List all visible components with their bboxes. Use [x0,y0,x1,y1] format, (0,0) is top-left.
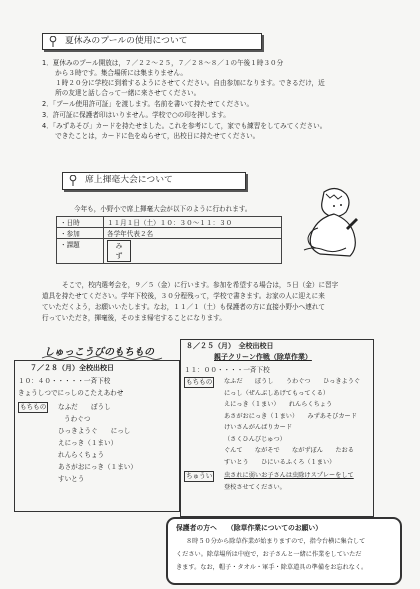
event-table [56,216,282,264]
list-item: けいさんがんばりカード [224,424,293,431]
belongings-tag: もちもの [20,403,47,411]
caution-tag: ちゅうい [186,472,213,480]
list-item: あさがおにっき（１まい） みずあそびカード [224,412,357,420]
list-item: すいとう [58,475,85,483]
pushpin-icon [68,175,78,186]
list-item: から３時です。集合場所には集まりません。 [42,69,187,77]
kadai-box [107,240,131,262]
list-item: あさがおにっき（１まい） [58,463,137,471]
kadai-char: み [115,242,123,250]
paragraph-line: 道具を持たせてください。学年下校後，３０分程残って，学校で書きます。お家の人に迎えに来 [42,292,325,300]
list-item: なふだ ぼうし うわぐつ ひっきようぐ [224,378,361,385]
list-item: ひっきようぐ にっし [58,427,131,435]
section1-heading [42,33,262,50]
belongings-list [184,377,372,467]
list-item: えにっき（１まい） [58,439,118,447]
caution-line: 登校させてください。 [224,483,286,491]
pushpin-icon [48,36,58,47]
kadai-char: ず [115,252,123,260]
list-item: うわぐつ [64,415,91,423]
event-value [104,239,282,264]
belongings-title-text: しゅっこうびのもちもの [44,347,154,358]
belongings-title [40,342,180,360]
paragraph-line: そこで，校内選考会を，９／５（金）に行います。参加を希望する場合は，５日（金）に習字 [62,281,339,289]
list-item: できたことは，カードに色をぬらせて，出校日に持たせてください。 [42,132,260,140]
caution-line: 虫されに弱いお子さんは虫除けスプレーをして [224,472,354,479]
left-column [18,363,176,484]
paragraph-line: ていただくよう，お願いいたします。なお，１１／１（土）も保護者の方に直接小野小へ連れて [42,303,326,311]
section2-intro: 今年も，小野小で席上揮毫大会が以下のように行われます。 [74,205,252,213]
notice-line: ください。除草場所は中庭で，お子さんと一緒に作業をしていただ [176,551,362,558]
section1-title: 夏休みのプールの使用について [65,36,188,46]
list-item: 4．「みずあそび」カードを持たせました。これを参考にして，家でも練習をしてみてください。 [42,122,327,130]
right-column [184,341,372,492]
list-item: 1．夏休みのプール開放は，７／２２〜２５，７／２８〜８／１の午後１時３０分 [42,59,284,67]
event-label: ・参加 [57,228,104,239]
time-line: １１：００・・・・一斉下校 [184,366,270,374]
list-item: なふだ ぼうし [58,403,111,411]
list-item: にっし（ぜんぶしあげてもってくる） [224,389,330,397]
paragraph-line: 行っていただき，揮毫後，そのまま帰宅することになります。 [42,314,226,322]
list-item: すいとう ひにいるふくろ（１まい） [224,458,336,466]
table-row [57,239,282,264]
time-line: １０：４０・・・・・一斉下校 [18,377,111,385]
caution-block [184,471,372,492]
table-row [57,217,282,228]
list-item: えにっき（１まい） れんらくちょう [224,401,333,408]
list-item: 2．「プール使用許可証」を渡します。名前を書いて持たせてください。 [42,100,254,108]
notice-line: きます。なお，帽子・タオル・軍手・除草道具の準備をお忘れなく。 [176,564,368,571]
parent-notice [166,517,402,585]
list-item: ぐんて ながそで ながずぼん たおる [224,447,354,454]
list-item: １時２０分に学校に到着するようにさせてください。自由参加になります。できるだけ，近 [42,79,325,87]
belongings-tag: もちもの [186,378,213,386]
event-label: ・課題 [57,239,104,264]
section2-body [42,280,338,323]
notice-title: 保護者の方へ （除草作業についてのお願い） [176,524,322,532]
date-heading: ７／２８（月）全校出校日 [30,364,114,372]
activity-line: きょうしつでにっしのこたえあわせ [18,389,124,397]
pool-usage-list [42,58,326,141]
list-item: 所の友達と話し合って一緒に来させてください。 [42,89,201,97]
list-item: （さくひんびじゅつ） [224,435,286,443]
list-item: 3．許可証に保護者印はいりません。学校で○の印を押します。 [42,111,230,119]
list-item: れんらくちょう [58,451,105,459]
belongings-list [18,402,176,484]
calligraphy-child-illustration [296,184,366,262]
section2-title: 席上揮毫大会について [85,175,173,185]
notice-line: ８時５０分から除草作業が始まりますので，指令台横に集合して [186,538,366,545]
event-label: ・日時 [57,217,104,228]
section2-heading [62,172,246,190]
cleanup-subtitle: 親子クリーン作戦（除草作業） [214,353,312,361]
date-heading: ８／２５（月） 全校出校日 [186,342,274,350]
table-row [57,228,282,239]
event-value: 各学年代表２名 [104,228,282,239]
event-value: １１月１日（土）１０：３０〜１１：３０ [104,217,282,228]
